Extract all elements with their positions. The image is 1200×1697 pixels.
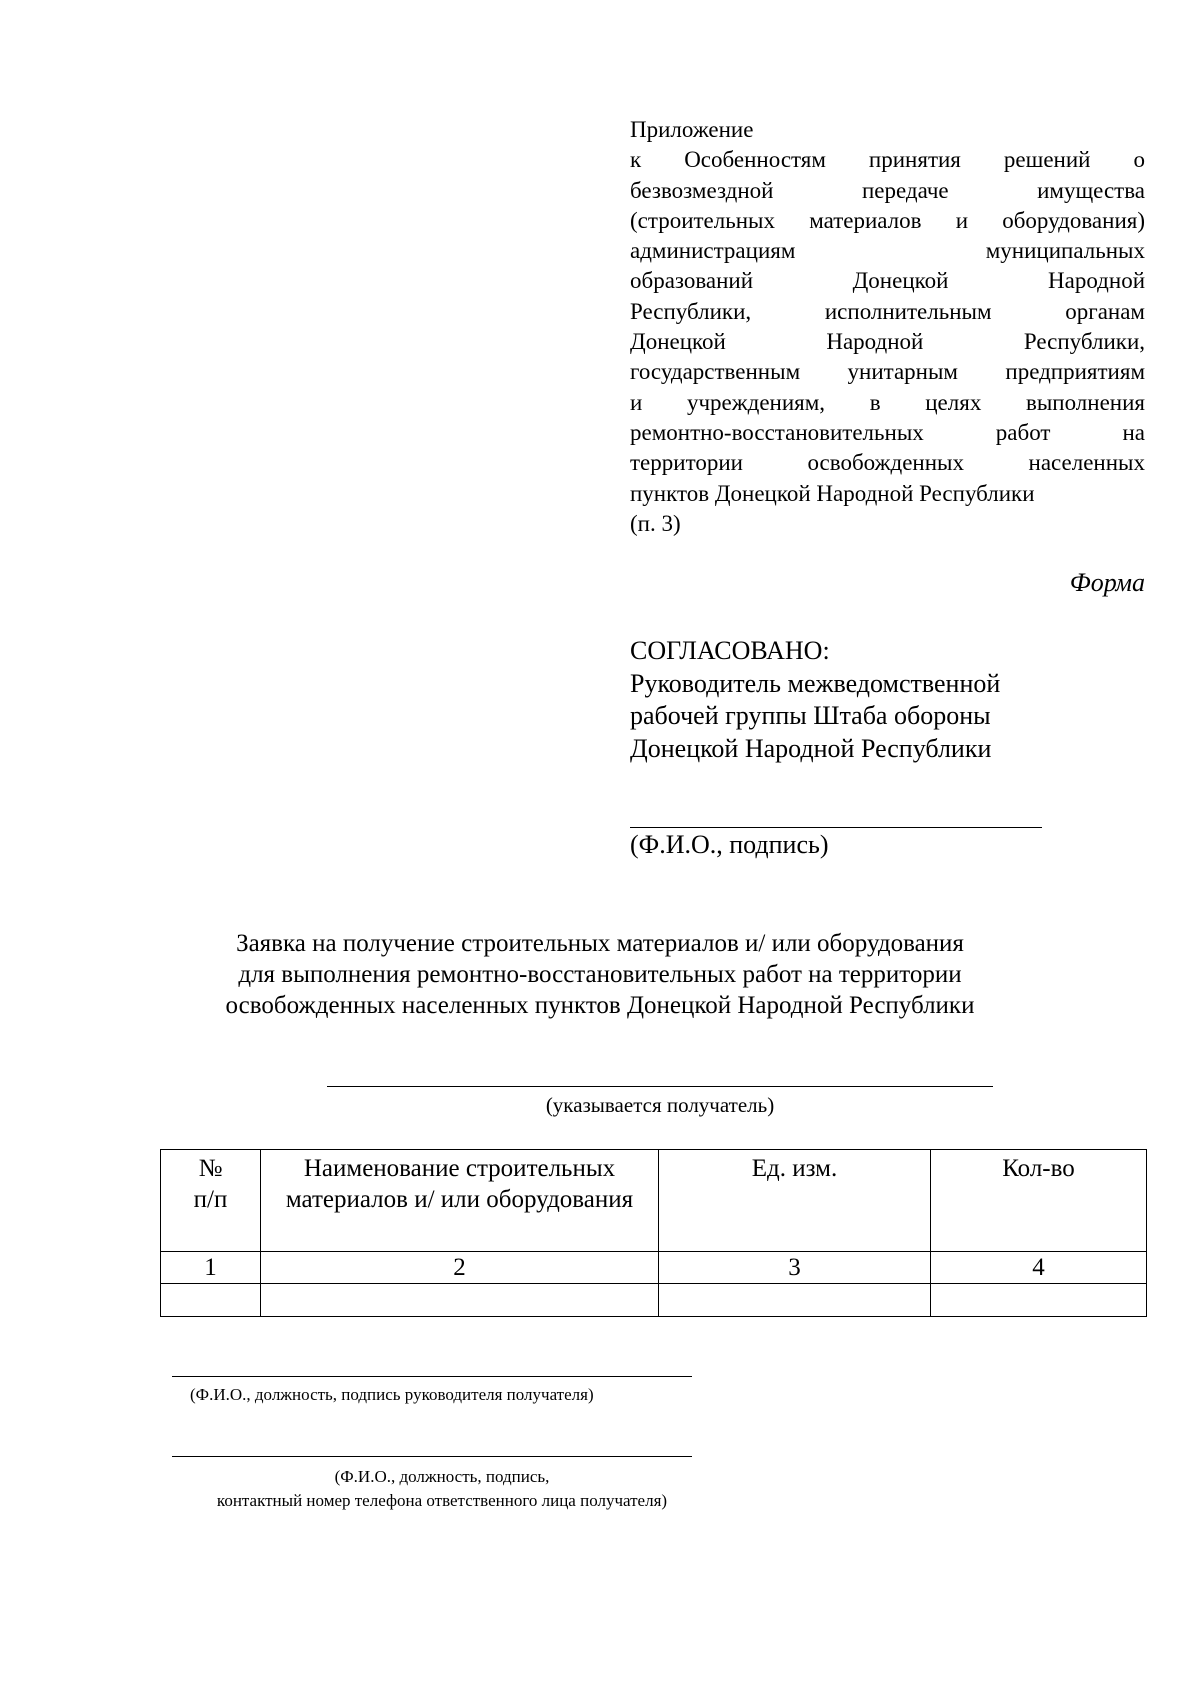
- appendix-line: к Особенностям принятия решений о: [630, 147, 1145, 173]
- appendix-line: и учреждениям, в целях выполнения: [630, 389, 1145, 415]
- header-name-text: Наименование строительных материалов и/ или оборудования: [285, 1155, 634, 1213]
- column-number: 4: [931, 1252, 1147, 1284]
- appendix-line: пунктов Донецкой Народной Республики: [630, 480, 1035, 506]
- head-signature-line: [172, 1376, 692, 1377]
- column-numbers-row: [161, 1252, 1147, 1284]
- header-number-abbr: п/п: [193, 1186, 228, 1213]
- header-unit: Ед. изм.: [659, 1150, 931, 1252]
- appendix-line: образований Донецкой Народной: [630, 268, 1145, 294]
- materials-table: [160, 1149, 1147, 1317]
- approval-position-line: рабочей группы Штаба обороны: [630, 701, 991, 730]
- approval-heading: СОГЛАСОВАНО:: [630, 636, 830, 665]
- table-row: [161, 1284, 1147, 1317]
- header-number: [161, 1150, 261, 1252]
- appendix-line: государственным унитарным предприятиям: [630, 359, 1145, 385]
- title-line: Заявка на получение строительных материалов и/ или оборудования: [236, 930, 964, 957]
- recipient-line: [327, 1086, 993, 1087]
- appendix-line: ремонтно-восстановительных работ на: [630, 419, 1145, 445]
- appendix-line: Приложение: [630, 117, 754, 142]
- approval-signature-line: [630, 827, 1042, 828]
- title-line: для выполнения ремонтно-восстановительных работ на территории: [238, 961, 962, 988]
- column-number: 2: [261, 1252, 659, 1284]
- appendix-line: территории освобожденных населенных: [630, 450, 1145, 476]
- approval-position-line: Донецкой Народной Республики: [630, 733, 992, 763]
- responsible-label-line: контактный номер телефона ответственного лица получателя): [216, 1491, 668, 1510]
- appendix-line: Республики, исполнительным органам: [630, 298, 1145, 324]
- responsible-label-line: (Ф.И.О., должность, подпись,: [334, 1467, 550, 1486]
- approval-position-line: Руководитель межведомственной: [630, 668, 1001, 698]
- table-header-row: [161, 1150, 1147, 1252]
- recipient-label: (указывается получатель): [545, 1093, 775, 1117]
- approval-signature-label: (Ф.И.О., подпись): [630, 830, 829, 859]
- appendix-line: (п. 3): [630, 510, 681, 536]
- header-number-symbol: №: [198, 1155, 223, 1182]
- column-number: 1: [161, 1252, 261, 1284]
- title-line: освобожденных населенных пунктов Донецкой Народной Республики: [225, 992, 975, 1019]
- table-cell-number[interactable]: [161, 1284, 261, 1317]
- head-signature-label: (Ф.И.О., должность, подпись руководителя получателя): [190, 1385, 594, 1404]
- form-label: Форма: [1069, 568, 1145, 597]
- appendix-block: [630, 115, 1145, 539]
- appendix-line: администрациям муниципальных: [630, 238, 1145, 264]
- column-number: 3: [659, 1252, 931, 1284]
- appendix-line: (строительных материалов и оборудования): [630, 207, 1145, 233]
- responsible-signature-label: [172, 1465, 712, 1513]
- appendix-line: Донецкой Народной Республики,: [630, 329, 1145, 355]
- approval-block: [630, 635, 1150, 765]
- header-qty: Кол-во: [931, 1150, 1147, 1252]
- table-cell-name[interactable]: [261, 1284, 659, 1317]
- table-cell-unit[interactable]: [659, 1284, 931, 1317]
- responsible-signature-line: [172, 1456, 692, 1457]
- appendix-line: безвозмездной передаче имущества: [630, 177, 1145, 203]
- header-name: [261, 1150, 659, 1252]
- document-title: [180, 928, 1020, 1021]
- table-cell-qty[interactable]: [931, 1284, 1147, 1317]
